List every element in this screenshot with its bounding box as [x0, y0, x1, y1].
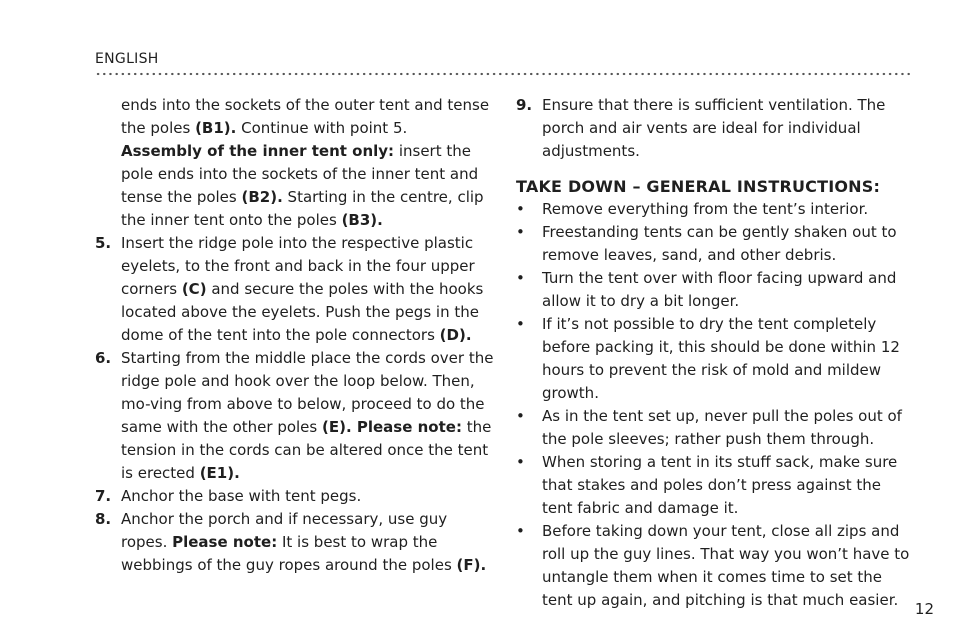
ref-c: (C): [181, 280, 207, 298]
bullet-list: [516, 198, 916, 612]
item-number: 9.: [516, 96, 533, 114]
item5-text-1: Insert the ridge pole into the respective plastic eyelets, to the front and back in the four upper corners: [121, 234, 475, 298]
list-item: [516, 221, 916, 267]
list-item-5: [95, 232, 495, 347]
list-item: [516, 451, 916, 520]
item-number: 8.: [95, 510, 112, 528]
ref-e: (E). Please note:: [322, 418, 462, 436]
ref-e1: (E1).: [199, 464, 240, 482]
bullet-text: Before taking down your tent, close all zips and roll up the guy lines. That way you won’t have to untangle them when it comes time to set the tent up again, and pitching is that much easier.: [542, 522, 910, 609]
item-number: 6.: [95, 349, 112, 367]
ref-f: (F).: [456, 556, 487, 574]
note-label: Please note:: [172, 533, 278, 551]
bullet-text: As in the tent set up, never pull the poles out of the pole sleeves; rather push them through.: [542, 407, 902, 448]
bullet-text: Turn the tent over with floor facing upward and allow it to dry a bit longer.: [542, 269, 897, 310]
inner-tent-text: insert the pole ends into the sockets of the inner tent and tense the poles: [121, 142, 479, 206]
bullet-icon: •: [516, 522, 525, 540]
bullet-icon: •: [516, 223, 525, 241]
list-item-6: [95, 347, 495, 485]
bullet-text: If it’s not possible to dry the tent completely before packing it, this should be done within 12 hours to prevent the risk of mold and mildew growth.: [542, 315, 900, 402]
item8-text-2: It is best to wrap the webbings of the guy ropes around the poles: [121, 533, 457, 574]
item-number: 5.: [95, 234, 112, 252]
item-number: 7.: [95, 487, 112, 505]
bullet-icon: •: [516, 269, 525, 287]
list-item-7: [95, 485, 495, 508]
item-text: Ensure that there is sufficient ventilation. The porch and air vents are ideal for individual adjustments.: [542, 96, 886, 160]
bullet-text: When storing a tent in its stuff sack, make sure that stakes and poles don’t press against the tent fabric and damage it.: [542, 453, 898, 517]
bullet-icon: •: [516, 315, 525, 333]
right-column: [516, 94, 916, 612]
item8-text-1: Anchor the porch and if necessary, use guy ropes.: [121, 510, 448, 551]
list-item: [516, 267, 916, 313]
continuation-tail: Continue with point 5.: [236, 119, 408, 137]
item6-text-1: Starting from the middle place the cords over the ridge pole and hook over the loop below. Then, mo-ving from above to below, proceed to do the same with the other poles: [121, 349, 494, 436]
left-column: [95, 94, 495, 577]
language-header: ENGLISH: [95, 51, 159, 67]
bullet-icon: •: [516, 407, 525, 425]
ref-b1: (B1).: [195, 119, 237, 137]
list-item: [516, 313, 916, 405]
inner-tent-label: Assembly of the inner tent only:: [121, 142, 395, 160]
bullet-icon: •: [516, 453, 525, 471]
item-text: [121, 232, 495, 347]
item6-text-2: the tension in the cords can be altered once the tent is erected: [121, 418, 492, 482]
list-item: [516, 198, 916, 221]
continuation-text: ends into the sockets of the outer tent and tense the poles: [121, 96, 490, 137]
list-item: [516, 520, 916, 612]
ref-b2: (B2).: [241, 188, 283, 206]
list-item-9: [516, 94, 916, 163]
bullet-text: Remove everything from the tent’s interior.: [542, 200, 869, 218]
ref-d: (D).: [439, 326, 472, 344]
inner-tent-paragraph: [95, 140, 495, 232]
item5-text-2: and secure the poles with the hooks located above the eyelets. Push the pegs in the dome of the tent into the pole connectors: [121, 280, 484, 344]
ref-b3: (B3).: [341, 211, 383, 229]
list-item: [516, 405, 916, 451]
list-item-8: [95, 508, 495, 577]
item-text: [121, 347, 495, 485]
item-text: Anchor the base with tent pegs.: [121, 487, 362, 505]
dotted-divider: [95, 71, 911, 77]
inner-tent-text-2: Starting in the centre, clip the inner tent onto the poles: [121, 188, 484, 229]
bullet-icon: •: [516, 200, 525, 218]
page-number: 12: [914, 600, 934, 618]
section-heading: TAKE DOWN – GENERAL INSTRUCTIONS:: [516, 177, 881, 196]
continuation-paragraph: [95, 94, 495, 140]
item-text: [121, 508, 495, 577]
bullet-text: Freestanding tents can be gently shaken out to remove leaves, sand, and other debris.: [542, 223, 897, 264]
